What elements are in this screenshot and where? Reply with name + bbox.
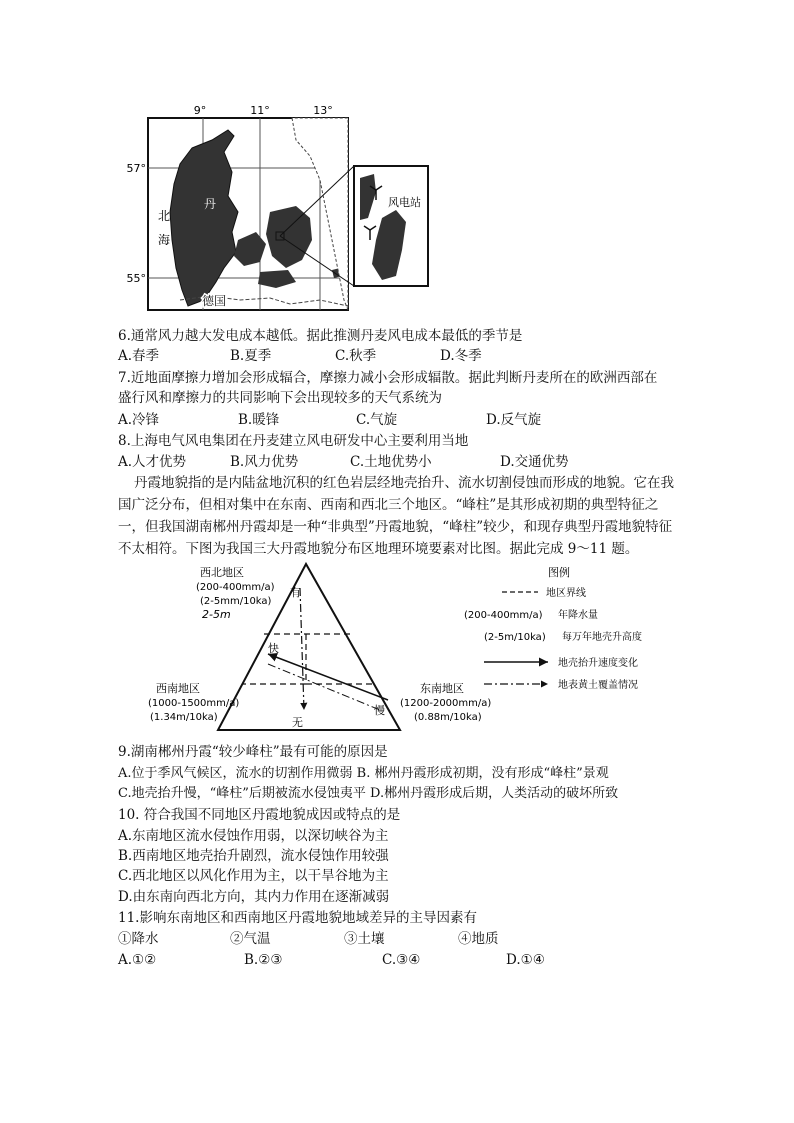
label-wu: 无 xyxy=(292,716,303,729)
intro-paragraph: 丹霞地貌指的是内陆盆地沉积的红色岩层经地壳抬升、流水切割侵蚀而形成的地貌。它在我国广泛分布，但相对集中在东南、西南和西北三个地区。“峰柱”是其形成初期的典型特征之一，但我国湖南郴州丹霞却是一种“非典型”丹霞地貌，“峰柱”较少，和现存典型丹霞地貌特征不太相符。下图为我国三大丹霞地貌分布区地理环境要素对比图。据此完成 9～11 题。 xyxy=(118,475,674,557)
se-rain: (1200-2000mm/a) xyxy=(400,698,492,709)
sw-name: 西南地区 xyxy=(156,682,200,695)
nw-note: 2-5m xyxy=(202,608,231,621)
lat-label-2: 55° xyxy=(126,272,146,285)
sw-rain: (1000-1500mm/a) xyxy=(148,698,240,709)
lon-label-2: 11° xyxy=(250,104,270,117)
lon-label-3: 13° xyxy=(313,104,333,117)
q11-item-3: ③土壤 xyxy=(344,931,385,947)
q11-option-d: D.①④ xyxy=(506,952,545,968)
label-man: 慢 xyxy=(374,704,385,717)
nw-uplift: (2-5mm/10ka) xyxy=(200,596,272,607)
label-kuai: 快 xyxy=(268,642,279,655)
q9-stem: 9.湖南郴州丹霞“较少峰柱”最有可能的原因是 xyxy=(118,744,388,760)
q7-stem-line2: 盛行风和摩擦力的共同影响下会出现较多的天气系统为 xyxy=(118,390,442,406)
q8-stem: 8.上海电气风电集团在丹麦建立风电研发中心主要利用当地 xyxy=(118,433,469,449)
legend-rain-sample: (200-400mm/a) xyxy=(464,610,543,621)
q10-option-a: A.东南地区流水侵蚀作用弱，以深切峡谷为主 xyxy=(118,828,389,844)
lon-label-1: 9° xyxy=(193,104,207,117)
q7-option-c: C.气旋 xyxy=(356,412,398,428)
sw-uplift: (1.34m/10ka) xyxy=(150,712,218,723)
place-label-bei: 北 xyxy=(158,209,171,223)
legend-boundary: 地区界线 xyxy=(546,588,586,599)
legend-loess-text: 地表黄土覆盖情况 xyxy=(558,680,638,691)
q11-option-b: B.②③ xyxy=(244,952,283,968)
danxia-triangle-diagram xyxy=(118,560,678,740)
q9-options-line1: A.位于季风气候区，流水的切割作用微弱 B. 郴州丹霞形成初期，没有形成“峰柱”景观 xyxy=(118,766,609,781)
se-uplift: (0.88m/10ka) xyxy=(414,712,482,723)
q7-option-b: B.暖锋 xyxy=(238,412,280,428)
q6-option-d: D.冬季 xyxy=(440,348,482,364)
legend-uplift-sample: (2-5m/10ka) xyxy=(484,632,546,643)
q11-option-c: C.③④ xyxy=(382,952,421,968)
q6-option-c: C.秋季 xyxy=(335,348,377,364)
q8-option-c: C.土地优势小 xyxy=(350,454,432,470)
inset-label-wind-station: 风电站 xyxy=(388,196,421,209)
nw-rain: (200-400mm/a) xyxy=(196,582,275,593)
q10-option-b: B.西南地区地壳抬升剧烈，流水侵蚀作用较强 xyxy=(118,848,389,864)
q8-option-b: B.风力优势 xyxy=(230,454,299,470)
q7-option-d: D.反气旋 xyxy=(486,412,542,428)
legend-speed-text: 地壳抬升速度变化 xyxy=(558,658,638,669)
se-name: 东南地区 xyxy=(420,682,464,695)
q11-item-2: ②气温 xyxy=(230,931,271,947)
q11-option-a: A.①② xyxy=(118,952,157,968)
label-you: 有 xyxy=(290,586,301,599)
q7-stem-line1: 7.近地面摩擦力增加会形成辐合，摩擦力减小会形成辐散。据此判断丹麦所在的欧洲西部在 xyxy=(118,370,658,386)
q10-stem: 10. 符合我国不同地区丹霞地貌成因或特点的是 xyxy=(118,807,401,823)
q6-option-a: A.春季 xyxy=(118,348,160,364)
q11-item-1: ①降水 xyxy=(118,931,159,947)
q8-option-a: A.人才优势 xyxy=(118,454,187,470)
q11-stem: 11.影响东南地区和西南地区丹霞地貌地域差异的主导因素有 xyxy=(118,910,477,926)
place-label-dan: 丹 xyxy=(204,197,217,211)
q8-option-d: D.交通优势 xyxy=(500,454,569,470)
q9-options-line2: C.地壳抬升慢，“峰柱”后期被流水侵蚀夷平 D.郴州丹霞形成后期，人类活动的破坏所致 xyxy=(118,786,619,801)
q6-option-b: B.夏季 xyxy=(230,348,272,364)
q10-option-c: C.西北地区以风化作用为主，以干旱谷地为主 xyxy=(118,868,389,884)
denmark-map-figure xyxy=(120,100,440,320)
lat-label-1: 57° xyxy=(126,162,146,175)
place-label-hai: 海 xyxy=(158,233,171,247)
legend-rain-text: 年降水量 xyxy=(558,610,598,621)
q7-option-a: A.冷锋 xyxy=(118,412,160,428)
q11-item-4: ④地质 xyxy=(458,931,499,947)
legend-title: 图例 xyxy=(548,566,570,579)
q6-stem: 6.通常风力越大发电成本越低。据此推测丹麦风电成本最低的季节是 xyxy=(118,328,523,344)
q10-option-d: D.由东南向西北方向，其内力作用在逐渐减弱 xyxy=(118,889,390,905)
legend-uplift-text: 每万年地壳升高度 xyxy=(562,632,642,643)
nw-name: 西北地区 xyxy=(200,566,244,579)
place-label-germany: 德国 xyxy=(202,294,227,308)
